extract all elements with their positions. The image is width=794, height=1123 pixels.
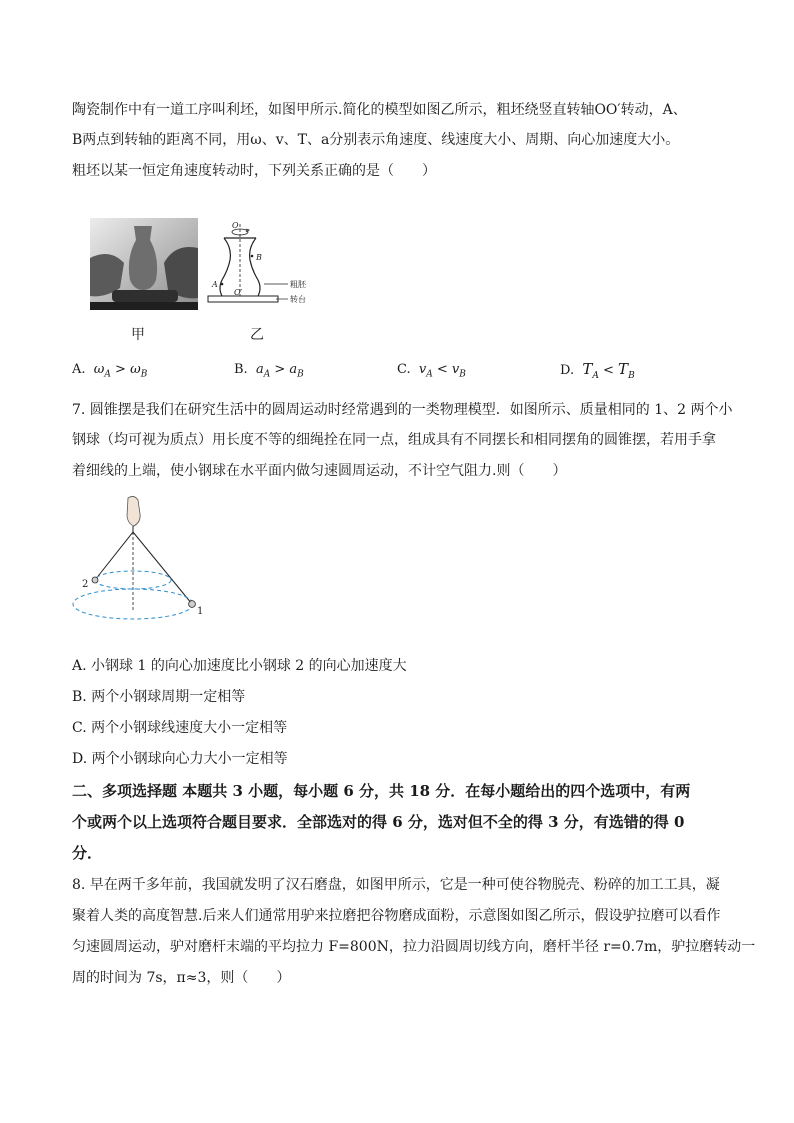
label-O-top: O [232,221,239,230]
pottery-model-diagram [204,218,334,310]
label-O-bottom: O′ [234,288,243,297]
q6-line-1: 陶瓷制作中有一道工序叫利坯，如图甲所示.简化的模型如图乙所示，粗坯绕竖直转轴OO′转动，A、 [72,102,687,118]
label-zhuantai: 转台 [290,295,306,304]
conical-pendulum-figure [70,494,220,644]
q6-option-a[interactable]: A. $\omega_A > \omega_B$ [72,362,148,380]
figure-caption-yi: 乙 [250,327,264,343]
q7-option-a[interactable]: A. 小钢球 1 的向心加速度比小钢球 2 的向心加速度大 [72,658,407,674]
q7-line-2: 钢球（均可视为质点）用长度不等的细绳拴在同一点，组成具有不同摆长和相同摆角的圆锥摆，若用手拿 [72,432,716,448]
q8-line-3: 匀速圆周运动，驴对磨杆末端的平均拉力 F=800N，拉力沿圆周切线方向，磨杆半径 r=0.7m，驴拉磨转动一 [72,939,756,955]
section2-line-1: 二、多项选择题 本题共 3 小题，每小题 6 分，共 18 分．在每小题给出的四个选项中，有两 [72,782,691,800]
q6-option-b[interactable]: B. $a_A > a_B$ [234,362,304,380]
q7-line-3: 着细线的上端，使小钢球在水平面内做匀速圆周运动，不计空气阻力.则（ ） [72,463,567,479]
ball-2 [92,577,98,583]
q7-option-d[interactable]: D. 两个小钢球向心力大小一定相等 [72,751,288,767]
q7-option-c[interactable]: C. 两个小钢球线速度大小一定相等 [72,720,288,736]
q8-line-4: 周的时间为 7s，π≈3，则（ ） [72,970,291,986]
q6-option-c[interactable]: C. $v_A < v_B$ [397,362,466,380]
ball-1 [189,601,196,608]
q7-line-1: 7. 圆锥摆是我们在研究生活中的圆周运动时经常遇到的一类物理模型．如图所示、质量相同的 1、2 两个小 [72,402,733,418]
q6-line-3: 粗坯以某一恒定角速度转动时，下列关系正确的是（ ） [72,163,436,179]
q7-option-b[interactable]: B. 两个小钢球周期一定相等 [72,689,246,705]
label-cupi: 粗胚 [290,280,306,289]
section2-line-3: 分． [72,844,103,862]
pottery-photo-figure [90,218,198,310]
section2-line-2: 个或两个以上选项符合题目要求．全部选对的得 6 分，选对但不全的得 3 分，有选错的得 0 [72,813,685,831]
label-ball-1: 1 [197,606,204,617]
q8-line-2: 聚着人类的高度智慧.后来人们通常用驴来拉磨把谷物磨成面粉，示意图如图乙所示，假设驴拉磨可以看作 [72,908,721,924]
q6-line-2: B两点到转轴的距离不同，用ω、v、T、a分别表示角速度、线速度大小、周期、向心加速度大小。 [72,132,680,148]
label-A: A [212,280,218,289]
label-B: B [256,253,262,262]
q6-option-d[interactable]: D. $T_A < T_B$ [560,360,635,381]
q8-line-1: 8. 早在两千多年前，我国就发明了汉石磨盘，如图甲所示，它是一种可使谷物脱壳、粉碎的加工工具，凝 [72,877,720,893]
figure-caption-jia: 甲 [131,327,145,343]
label-ball-2: 2 [82,579,89,590]
